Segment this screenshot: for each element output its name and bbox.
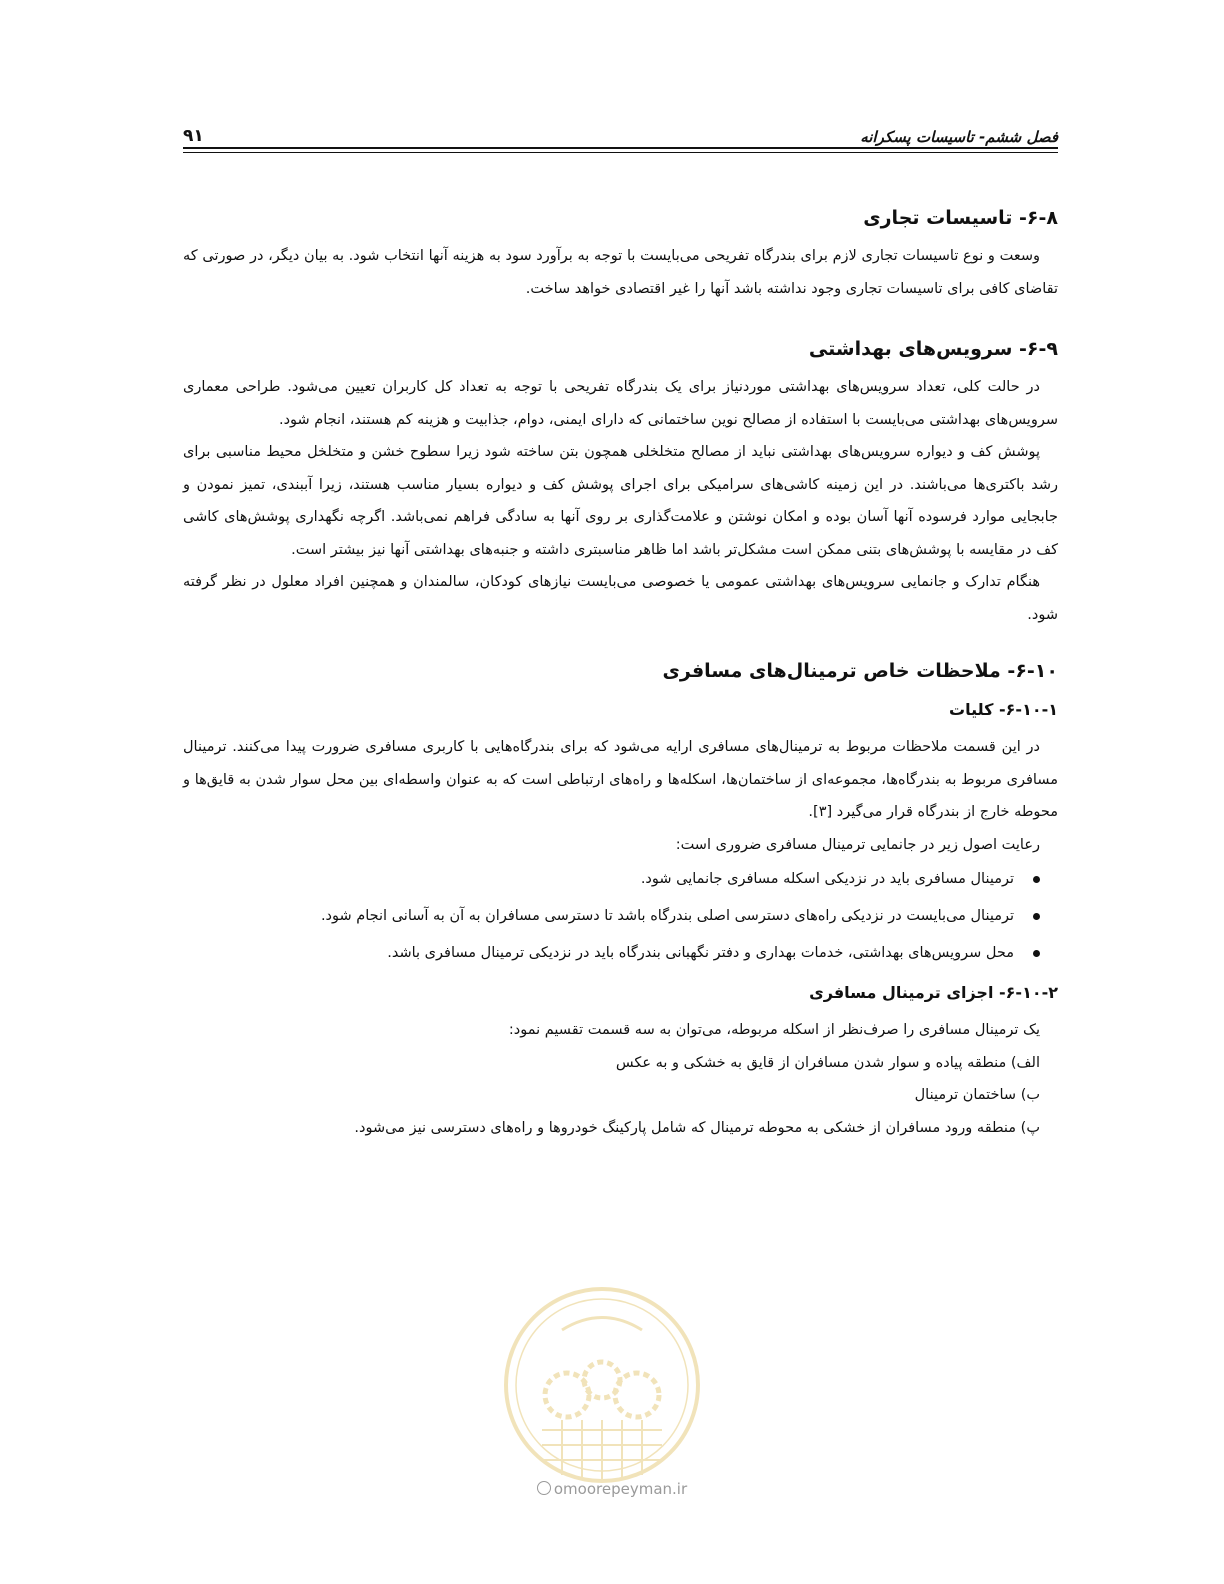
header-rule-thin: [183, 152, 1058, 153]
globe-icon: [537, 1481, 551, 1495]
paragraph: یک ترمینال مسافری را صرف‌نظر از اسکله مربوطه، می‌توان به سه قسمت تقسیم نمود:: [508, 1022, 1040, 1038]
paragraph: پوشش کف و دیواره سرویس‌های بهداشتی نباید از مصالح متخلخلی همچون بتن ساخته شود زیرا سطوح خشن و متخلخل محیط مناسبی برای رشد باکتری‌ها می‌باشند. در این زمینه کاشی‌های سرامیکی برای اجرای پوشش کف و دیواره بسیار مناسب هستند، زیرا آببندی، تمیز نمودن و جابجایی موارد فرسوده آنها آسان بوده و امکان نوشتن و علامت‌گذاری بر روی آنها به سادگی فراهم نمی‌باشد. اگرچه نگهداری پوشش‌های کاشی کف در مقایسه با پوشش‌های بتنی ممکن است مشکل‌تر باشد اما ظاهر مناسبتری داشته و جنبه‌های بهداشتی آنها نیز بیشتر است.: [183, 444, 1058, 558]
bullet-icon: [1033, 876, 1040, 883]
document-page: [183, 0, 1058, 1584]
list-item: ترمینال می‌بایست در نزدیکی راه‌های دسترسی اصلی بندرگاه باشد تا دسترسی مسافران به آن به آسانی انجام شود.: [183, 898, 1040, 935]
bullet-list: [183, 861, 1058, 972]
paragraph: وسعت و نوع تاسیسات تجاری لازم برای بندرگاه تفریحی می‌بایست با توجه به برآورد سود به هزینه آنها انتخاب شود. به بیان دیگر، در صورتی که تقاضای کافی برای تاسیسات تجاری وجود نداشته باشد آنها را غیر اقتصادی خواهد ساخت.: [183, 248, 1058, 297]
bullet-icon: [1033, 913, 1040, 920]
section-heading-sanitary: ۶-۹- سرویس‌های بهداشتی: [808, 338, 1058, 360]
subsection-heading-general: ۶-۱۰-۱- کلیات: [948, 700, 1058, 719]
chapter-title: فصل ششم- تاسیسات پسکرانه: [860, 128, 1058, 146]
section-heading-commercial: ۶-۸- تاسیسات تجاری: [863, 207, 1058, 229]
list-item: محل سرویس‌های بهداشتی، خدمات بهداری و دفتر نگهبانی بندرگاه باید در نزدیکی ترمینال مسافری باشد.: [183, 935, 1040, 972]
list-item: الف) منطقه پیاده و سوار شدن مسافران از قایق به خشکی و به عکس: [615, 1054, 1040, 1071]
subsection-heading-terminal-components: ۶-۱۰-۲- اجزای ترمینال مسافری: [809, 983, 1058, 1002]
running-header: [183, 116, 1058, 146]
paragraph: در حالت کلی، تعداد سرویس‌های بهداشتی موردنیاز برای یک بندرگاه تفریحی با توجه به تعداد کل کاربران تعیین می‌شود. طراحی معماری سرویس‌های بهداشتی می‌بایست با استفاده از مصالح نوین ساختمانی که دارای ایمنی، دوام، جذابیت و هزینه کم هستند، انجام شود.: [183, 379, 1058, 428]
list-item: ترمینال مسافری باید در نزدیکی اسکله مسافری جانمایی شود.: [183, 861, 1040, 898]
bullet-icon: [1033, 950, 1040, 957]
paragraph: رعایت اصول زیر در جانمایی ترمینال مسافری ضروری است:: [675, 836, 1040, 853]
terminal-parts: [183, 1014, 1058, 1144]
page-content: [183, 200, 1058, 1144]
paragraph: هنگام تدارک و جانمایی سرویس‌های بهداشتی عمومی یا خصوصی می‌بایست نیازهای کودکان، سالمندان و همچنین افراد معلول در نظر گرفته شود.: [183, 574, 1058, 623]
section-heading-passenger-terminals: ۶-۱۰- ملاحظات خاص ترمینال‌های مسافری: [662, 660, 1058, 682]
header-rule-thick: [183, 147, 1058, 149]
list-item: ب) ساختمان ترمینال: [914, 1087, 1040, 1103]
watermark-site: omoorepeyman.ir: [0, 1480, 1224, 1498]
paragraph: در این قسمت ملاحظات مربوط به ترمینال‌های مسافری ارایه می‌شود که برای بندرگاه‌هایی با کاربری مسافری ضرورت پیدا می‌کنند. ترمینال مسافری مربوط به بندرگاه‌ها، مجموعه‌ای از ساختمان‌ها، اسکله‌ها و راه‌های ارتباطی است که به عنوان واسطه‌ای بین محل سوار شدن به قایق‌ها و محوطه خارج از بندرگاه قرار می‌گیرد [۳].: [183, 739, 1058, 820]
page-number: ۹۱: [183, 126, 204, 146]
list-item: پ) منطقه ورود مسافران از خشکی به محوطه ترمینال که شامل پارکینگ خودروها و راه‌های دسترسی نیز می‌شود.: [354, 1119, 1040, 1136]
